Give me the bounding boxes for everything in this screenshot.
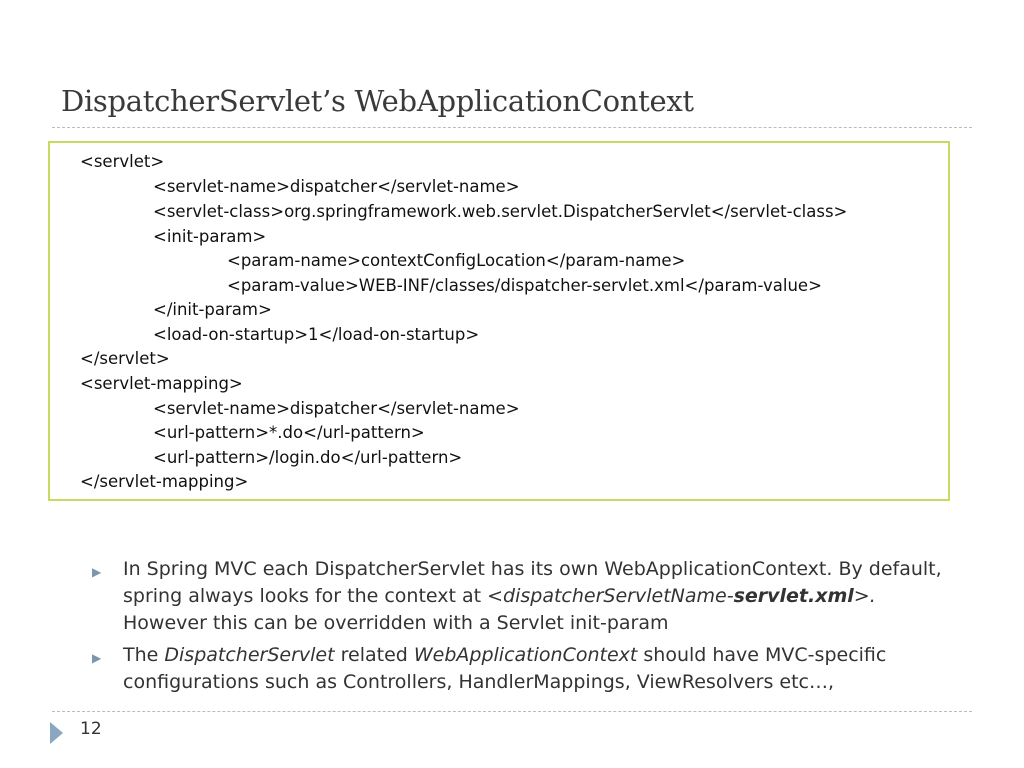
code-line: <servlet-name>dispatcher</servlet-name> [153,177,520,196]
bullet-list [90,556,960,696]
code-line: <param-name>contextConfigLocation</param-name> [227,251,686,270]
bullet-item: ▶ In Spring MVC each DispatcherServlet has its own WebApplicationContext. By default, spring always looks for the context at <dispatcherServletName-servlet.xml>. However this can be overridden with a Servlet init-param [92,558,942,634]
code-line: </init-param> [153,300,272,319]
slide-title: DispatcherServlet’s WebApplicationContext [61,84,694,118]
footer-divider [52,711,972,712]
page-number: 12 [80,719,102,739]
triangle-right-icon: ▶ [92,565,102,579]
code-line: <servlet-class>org.springframework.web.servlet.DispatcherServlet</servlet-class> [153,202,848,221]
code-line: <servlet> [80,152,165,171]
code-line: <servlet-mapping> [80,374,243,393]
code-line: <param-value>WEB-INF/classes/dispatcher-servlet.xml</param-value> [227,276,822,295]
code-snippet-box [48,141,950,501]
code-line: <servlet-name>dispatcher</servlet-name> [153,399,520,418]
triangle-right-icon: ▶ [92,651,102,665]
code-line: <url-pattern>/login.do</url-pattern> [153,448,463,467]
bullet-item: ▶ The DispatcherServlet related WebApplicationContext should have MVC-specific configurations such as Controllers, HandlerMappings, ViewResolvers etc…, [92,644,887,693]
code-line: </servlet-mapping> [80,472,249,491]
triangle-right-icon [50,722,63,744]
code-line: <url-pattern>*.do</url-pattern> [153,423,425,442]
title-divider [52,127,972,128]
code-line: <load-on-startup>1</load-on-startup> [153,325,480,344]
code-line: <init-param> [153,227,267,246]
code-line: </servlet> [80,349,170,368]
